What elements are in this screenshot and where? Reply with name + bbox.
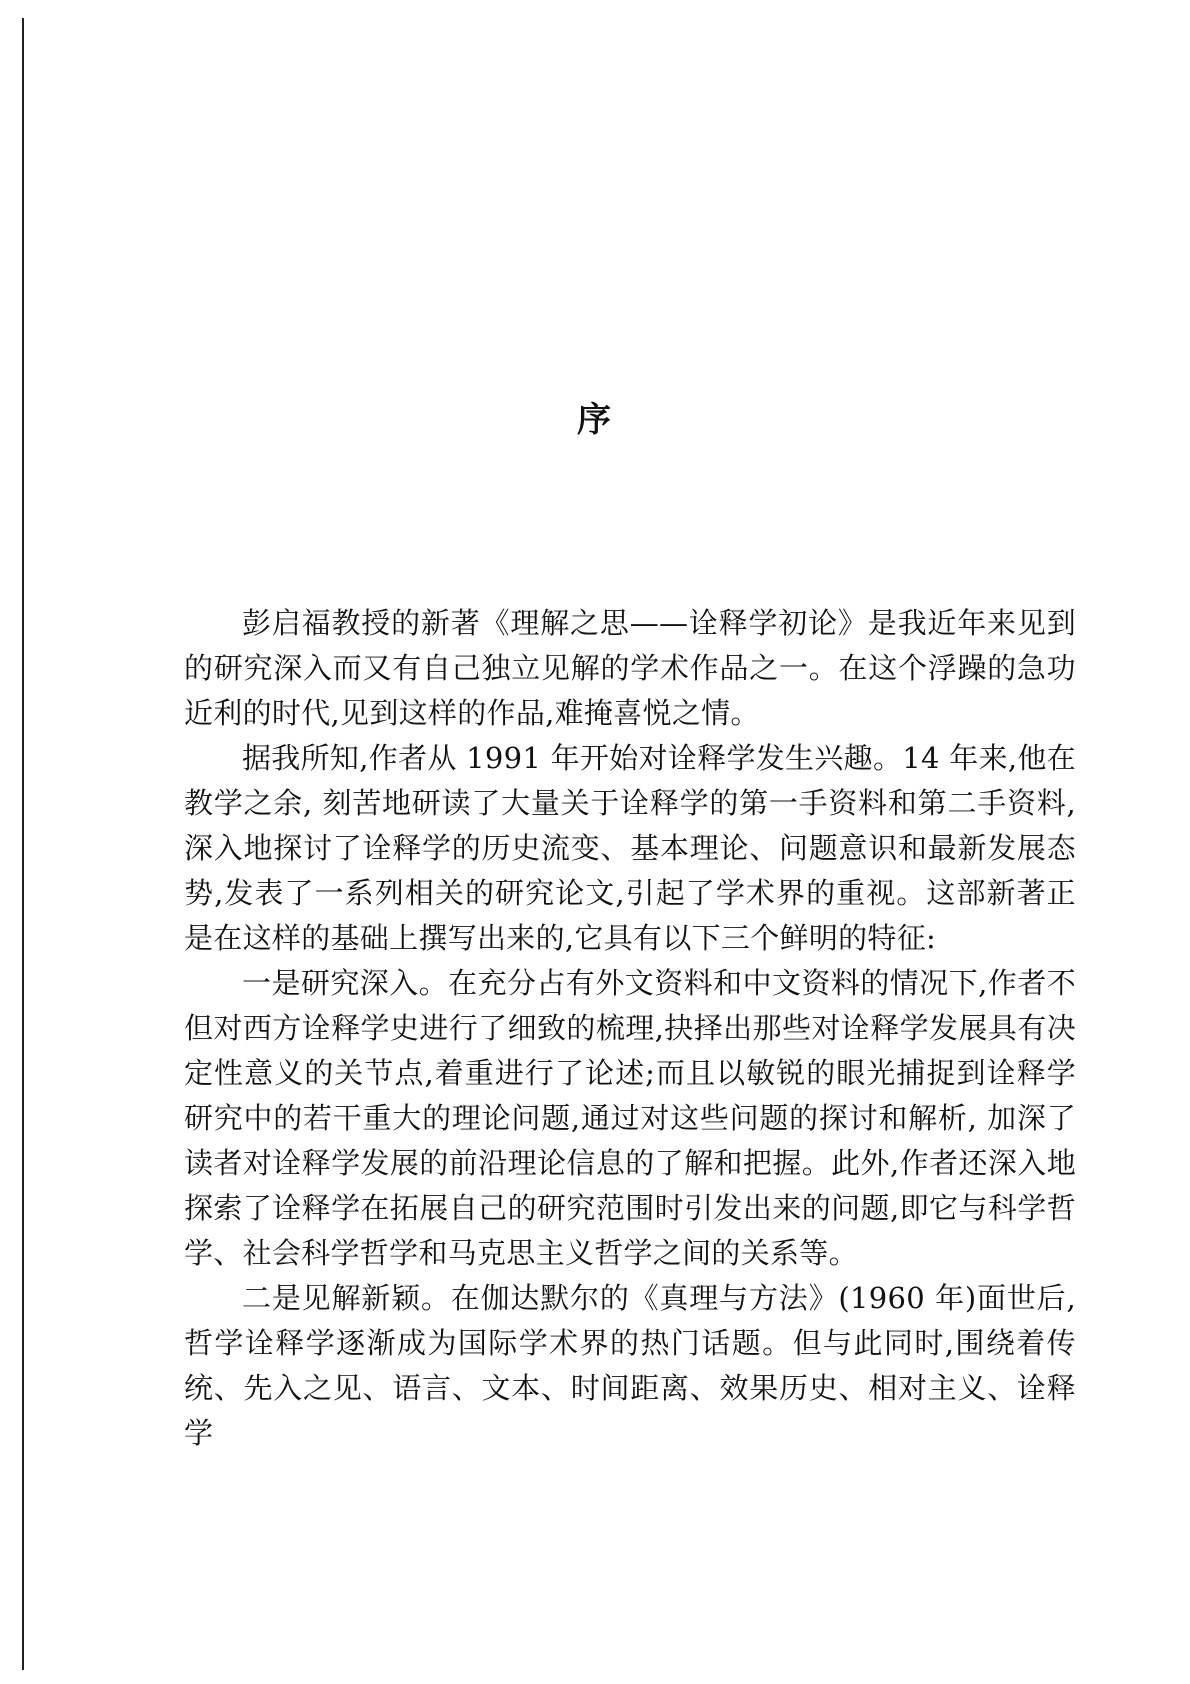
preface-body: [184, 601, 1076, 1456]
page-title: 序: [577, 400, 613, 440]
paragraph: 据我所知,作者从 1991 年开始对诠释学发生兴趣。14 年来,他在教学之余, 刻苦地研读了大量关于诠释学的第一手资料和第二手资料,深入地探讨了诠释学的历史流变、基本理论、问题意识和最新发展态势,发表了一系列相关的研究论文,引起了学术界的重视。这部新著正是在这样的基础上撰写出来的,它具有以下三个鲜明的特征:: [184, 741, 1076, 955]
page-edge-line: [22, 18, 24, 1670]
paragraph: 二是见解新颖。在伽达默尔的《真理与方法》(1960 年)面世后,哲学诠释学逐渐成为国际学术界的热门话题。但与此同时,围绕着传统、先入之见、语言、文本、时间距离、效果历史、相对主义、诠释学: [184, 1281, 1076, 1450]
paragraph: 一是研究深入。在充分占有外文资料和中文资料的情况下,作者不但对西方诠释学史进行了细致的梳理,抉择出那些对诠释学发展具有决定性意义的关节点,着重进行了论述;而且以敏锐的眼光捕捉到诠释学研究中的若干重大的理论问题,通过对这些问题的探讨和解析, 加深了读者对诠释学发展的前沿理论信息的了解和把握。此外,作者还深入地探索了诠释学在拓展自己的研究范围时引发出来的问题,即它与科学哲学、社会科学哲学和马克思主义哲学之间的关系等。: [184, 966, 1076, 1270]
paragraph: 彭启福教授的新著《理解之思——诠释学初论》是我近年来见到的研究深入而又有自己独立见解的学术作品之一。在这个浮躁的急功近利的时代,见到这样的作品,难掩喜悦之情。: [184, 606, 1076, 730]
